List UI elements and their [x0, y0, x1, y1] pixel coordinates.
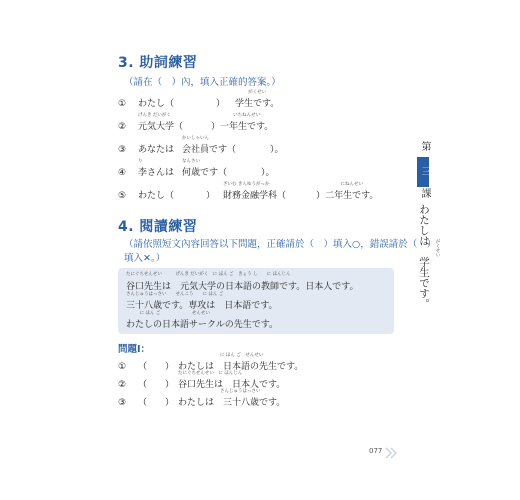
furigana: ざいむ きんゆうがっか	[223, 182, 270, 187]
question-title: 問題Ⅰ：	[118, 344, 151, 355]
item-text-c: ざいむ きんゆうがっか 財務金融学科（	[223, 182, 287, 201]
question-text: たにぐちせんせい に ほんじん 谷口先生は 日本人です。	[178, 371, 286, 390]
section-4-title: 4. 閱讀練習	[118, 219, 198, 235]
furigana: り	[138, 159, 143, 164]
item-text-a: わたし（	[138, 191, 175, 201]
reading-furigana-3: に ほん ご せんせい	[126, 311, 210, 316]
item-text-a: わたし（	[138, 99, 175, 109]
item-number: ③	[118, 398, 127, 408]
page-number: 077	[369, 447, 383, 455]
item-text-a: げんき だいがく 元気大学（	[138, 113, 184, 132]
reading-furigana-1: たにぐちせんせい げんき だいがく に ほん ご きょう し に ほんじん	[126, 272, 291, 277]
reading-line-3: わたしの日本語サークルの先生です。	[126, 320, 279, 330]
question-text: さんじゅうはっさい わたしは 三十八歳です。	[178, 389, 286, 408]
furigana: さんじゅうはっさい	[220, 389, 261, 394]
exercise-item-5	[118, 182, 379, 201]
item-number: ②	[118, 380, 127, 390]
section-3-instruction: （請在（ ）內，填入正確的答案。）	[124, 77, 281, 88]
item-text-b: ）	[206, 191, 216, 201]
lesson-title: わたしは 学生です。	[418, 204, 430, 309]
furigana: にねんせい	[340, 182, 363, 187]
item-text-c: ）。	[261, 168, 275, 178]
item-text-c: いちねんせい 一年生です。	[220, 113, 274, 132]
item-text-e: にねんせい 二年生です。	[325, 182, 379, 201]
item-number: ③	[118, 145, 127, 155]
furigana: なんさい	[182, 159, 201, 164]
section-4-instruction-line2: 填入✕。）	[124, 253, 166, 264]
item-text-b: なんさい 何歳です（	[182, 159, 228, 178]
furigana: たにぐちせんせい に ほんじん	[178, 371, 243, 376]
exercise-item-4	[118, 159, 275, 178]
furigana: かいしゃいん	[182, 136, 210, 141]
item-text-c: ）。	[270, 145, 284, 155]
item-text-b: ）	[216, 99, 226, 109]
next-chevron-icon	[385, 444, 399, 463]
item-number: ⑤	[118, 191, 127, 201]
section-4-instruction-line1: （請依照短文內容回答以下問題，正確請於（ ）填入○，錯誤請於（ ）	[124, 239, 437, 250]
section-3-title: 3. 助詞練習	[118, 55, 198, 71]
reading-furigana-2: さんじゅうはっさい せんこう に ほん ご	[126, 292, 224, 297]
item-text-a: り 李さんは	[138, 159, 175, 178]
question-item-3	[118, 389, 286, 408]
item-text-b: ）	[211, 122, 221, 132]
question-text: に ほん ご せんせい わたしは 日本語の先生です。	[178, 353, 304, 372]
answer-blank[interactable]: （ ）	[138, 362, 175, 372]
item-number: ②	[118, 122, 127, 132]
lesson-label-bottom: 課	[419, 188, 430, 198]
lesson-label-top: 第	[419, 141, 430, 151]
lesson-title-furigana: がくせい	[435, 239, 440, 257]
reading-line-1: 谷口先生は 元気大学の日本語の教師です。日本人です。	[126, 282, 359, 292]
answer-blank[interactable]: （ ）	[138, 398, 175, 408]
item-number: ①	[118, 99, 127, 109]
item-text-b: かいしゃいん 会社員です（	[182, 136, 237, 155]
furigana: げんき だいがく	[138, 113, 171, 118]
item-number: ④	[118, 168, 127, 178]
item-text-a: あなたは	[138, 145, 175, 155]
furigana: いちねんせい	[233, 113, 261, 118]
exercise-item-2	[118, 113, 274, 132]
item-number: ①	[118, 362, 127, 372]
exercise-item-3	[118, 136, 284, 155]
lesson-number: 三	[419, 166, 430, 176]
item-text-d: ）	[316, 191, 326, 201]
furigana: に ほん ご せんせい	[220, 353, 264, 358]
item-text-c: がくせい 学生です。	[235, 90, 280, 109]
exercise-item-1	[118, 90, 280, 109]
reading-line-2: 三十八歳です。専攻は 日本語です。	[126, 301, 278, 311]
furigana: がくせい	[248, 90, 267, 95]
answer-blank[interactable]: （ ）	[138, 380, 175, 390]
